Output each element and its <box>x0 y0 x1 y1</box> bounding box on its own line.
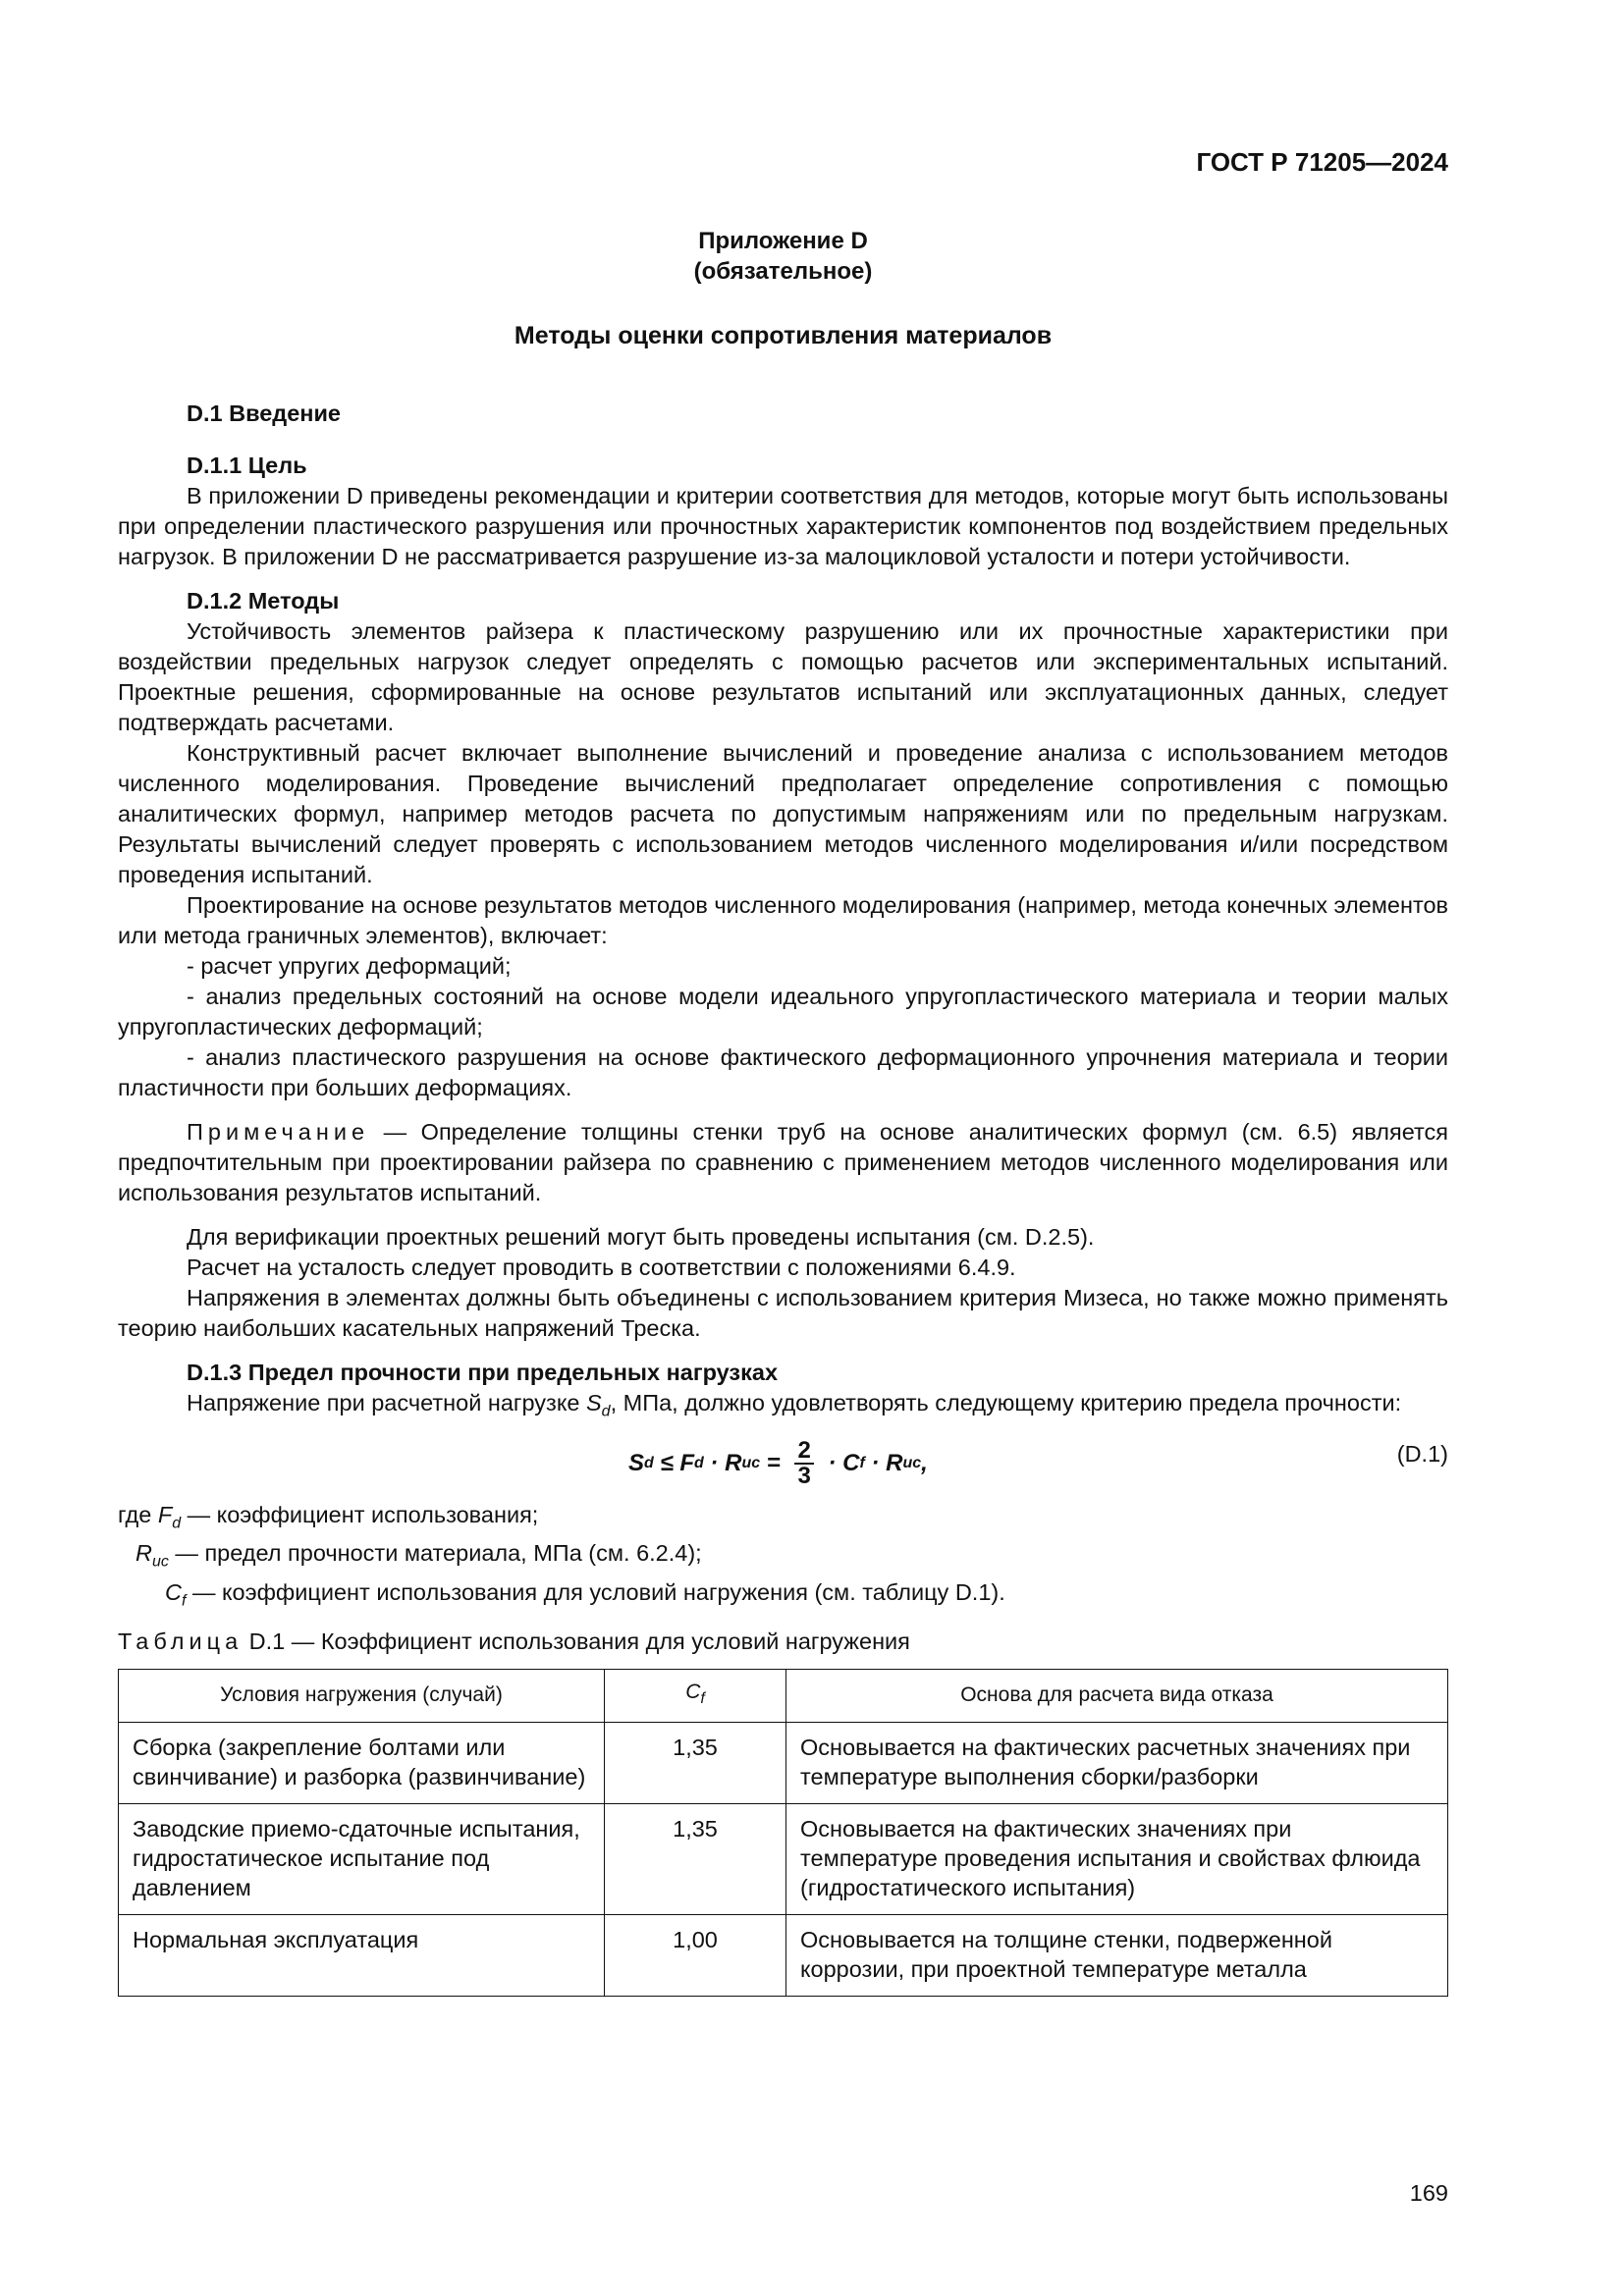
table-cell: Заводские приемо-сдаточные испытания, гидростатическое испытание под давлением <box>119 1803 605 1914</box>
paragraph: Для верификации проектных решений могут быть проведены испытания (см. D.2.5). <box>187 1224 1095 1250</box>
table-cell: Нормальная эксплуатация <box>119 1914 605 1996</box>
table-cell: 1,35 <box>605 1722 786 1803</box>
fraction: $\frac{2}{3}$ <box>794 1439 813 1488</box>
section-heading-d12: D.1.2 Методы <box>187 588 340 614</box>
table-row <box>119 1803 1448 1914</box>
document-body <box>118 399 1448 1997</box>
table-row <box>119 1722 1448 1803</box>
where-item: где $F_d$ — коэффициент использования; <box>118 1501 539 1532</box>
table-cell: Основывается на фактических расчетных значениях при температуре выполнения сборки/разборки <box>786 1722 1448 1803</box>
section-heading-d13: D.1.3 Предел прочности при предельных нагрузках <box>187 1360 779 1385</box>
paragraph: Конструктивный расчет включает выполнение вычислений и проведение анализа с использованием методов численного моделирования. Проведение вычислений предполагает определение сопротивления с помощью аналитических формул, например методов расчета по допустимым напряжениям или по предельным нагрузкам. Результаты вычислений следует проверять с использованием методов численного моделирования и/или посредством проведения испытаний. <box>118 740 1448 887</box>
table-row <box>119 1914 1448 1996</box>
page-number: 169 <box>1409 2180 1448 2206</box>
table-cell: 1,35 <box>605 1803 786 1914</box>
list-item: - анализ предельных состояний на основе модели идеального упругопластического материала и теории малых упругопластических деформаций; <box>118 984 1448 1040</box>
where-item: $R_{uc}$ — предел прочности материала, МПа (см. 6.2.4); <box>135 1540 702 1572</box>
table-cell: Основывается на толщине стенки, подверженной коррозии, при проектной температуре металла <box>786 1914 1448 1996</box>
formula-d1 <box>118 1433 1448 1494</box>
where-list <box>118 1500 1448 1617</box>
formula-number: (D.1) <box>1396 1440 1448 1467</box>
paragraph: В приложении D приведены рекомендации и критерии соответствия для методов, которые могут быть использованы при определении пластического разрушения или прочностных характеристик компонентов под воздействием предельных нагрузок. В приложении D не рассматривается разрушение из-за малоцикловой усталости и потери устойчивости. <box>118 483 1448 569</box>
note-text: — Определение толщины стенки труб на основе аналитических формул (см. 6.5) является предпочтительным при проектировании райзера по сравнению с применением методов численного моделирования или использования результатов испытаний. <box>118 1119 1448 1205</box>
paragraph: Напряжения в элементах должны быть объединены с использованием критерия Мизеса, но также можно применять теорию наибольших касательных напряжений Треска. <box>118 1285 1448 1341</box>
page-title: Методы оценки сопротивления материалов <box>514 322 1053 349</box>
section-heading-d1: D.1 Введение <box>187 400 341 426</box>
list-item: - анализ пластического разрушения на основе фактического деформационного упрочнения материала и теории пластичности при больших деформациях. <box>118 1044 1448 1100</box>
table-header: Условия нагружения (случай) <box>119 1669 605 1722</box>
table-cell: 1,00 <box>605 1914 786 1996</box>
annex-label: Приложение D <box>698 228 868 254</box>
annex-status: (обязательное) <box>693 258 873 285</box>
paragraph: Расчет на усталость следует проводить в соответствии с положениями 6.4.9. <box>187 1255 1016 1280</box>
annex-title <box>118 226 1448 287</box>
table-header-row <box>119 1669 1448 1722</box>
paragraph: Устойчивость элементов райзера к пластическому разрушению или их прочностные характеристики при воздействии предельных нагрузок следует определять с помощью расчетов или экспериментальных испытаний. Проектные решения, сформированные на основе результатов испытаний или эксплуатационных данных, следует подтверждать расчетами. <box>118 618 1448 735</box>
load-coefficient-table <box>118 1669 1448 1997</box>
section-heading-d11: D.1.1 Цель <box>187 453 307 478</box>
paragraph: Напряжение при расчетной нагрузке $S_d$, МПа, должно удовлетворять следующему критерию предела прочности: <box>187 1390 1402 1420</box>
paragraph: Проектирование на основе результатов методов численного моделирования (например, метода конечных элементов или метода граничных элементов), включает: <box>118 892 1449 948</box>
note-label: Примечание <box>187 1119 370 1145</box>
list-item: - расчет упругих деформаций; <box>187 953 512 979</box>
table-cell: Сборка (закрепление болтами или свинчивание) и разборка (развинчивание) <box>119 1722 605 1803</box>
table-caption: Таблица D.1 — Коэффициент использования для условий нагружения <box>118 1628 910 1654</box>
symbol: $S_d$ <box>585 1390 611 1420</box>
where-item: $C_f$ — коэффициент использования для условий нагружения (см. таблицу D.1). <box>165 1579 1005 1610</box>
formula-expression: S d ≤ F d · R uc = $\frac{2}{3}$ · C f · R uc , <box>628 1436 928 1489</box>
note <box>118 1117 1448 1208</box>
table-header: Основа для расчета вида отказа <box>786 1669 1448 1722</box>
table-cell: Основывается на фактических значениях при температуре проведения испытания и свойствах флюида (гидростатического испытания) <box>786 1803 1448 1914</box>
standard-code: ГОСТ Р 71205—2024 <box>1196 147 1448 177</box>
table-header: $C_f$ <box>605 1669 786 1722</box>
